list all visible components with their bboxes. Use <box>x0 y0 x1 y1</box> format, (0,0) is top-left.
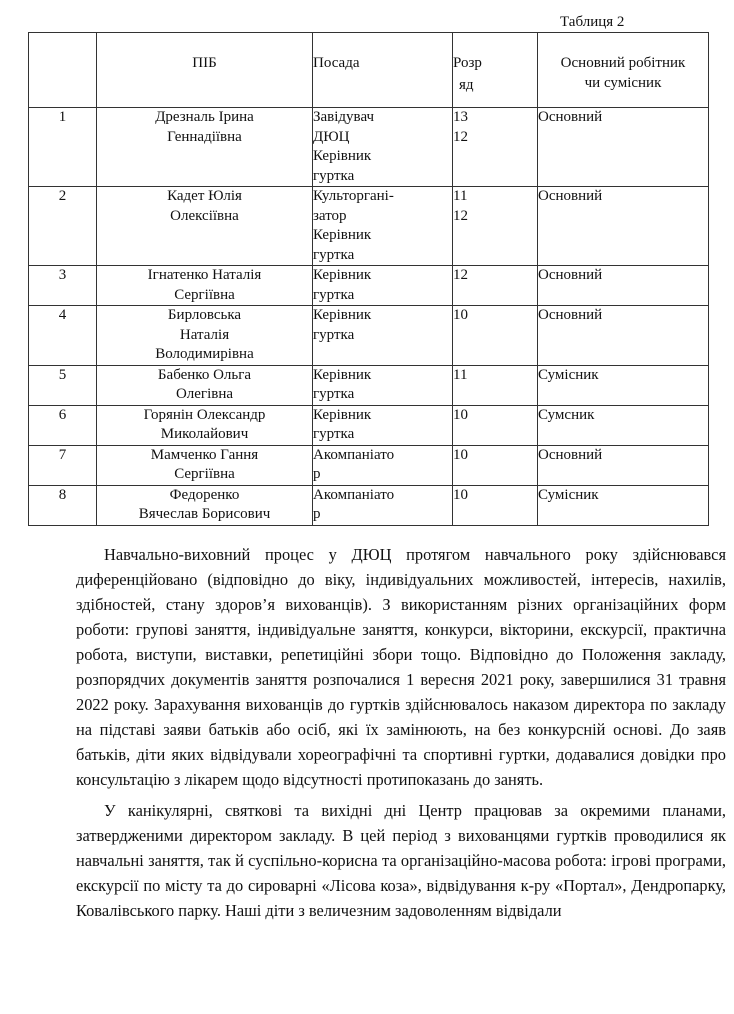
employee-name-line: Володимирівна <box>155 346 254 362</box>
employment-type: Основний <box>538 108 709 187</box>
employee-position <box>313 306 453 366</box>
employee-rank-line: 11 <box>453 188 468 204</box>
employee-rank-line: 12 <box>453 128 468 145</box>
employee-rank <box>453 445 538 485</box>
table-caption: Таблиця 2 <box>560 14 625 30</box>
table-row <box>29 405 709 445</box>
employee-name-line: Геннадіївна <box>167 128 242 145</box>
employee-position-line: р <box>313 466 321 482</box>
employee-rank-line: 13 <box>453 109 468 125</box>
employee-position-line: ДЮЦ <box>313 128 350 145</box>
employee-position-line: Керівник <box>313 267 372 283</box>
employment-type: Основний <box>538 306 709 366</box>
employee-name <box>97 485 313 525</box>
employee-rank-line: 10 <box>453 307 468 323</box>
employee-name-line: Сергіївна <box>174 466 235 482</box>
paragraph: У канікулярні, святкові та вихідні дні Центр працював за окремими планами, затвердженими директором закладу. В цей період з вихованцями гуртків проводилися як навчальні заняття, так й суспільно-корисна та організаційно-масова робота: ігрові програми, екскурсії по місту та до сироварні «Лісова коза», відвідування к-ру «Портал», Дендропарку, Ковалівського парку. Наші діти з величезним задоволенням відвідали <box>76 801 726 920</box>
row-number: 4 <box>29 306 97 366</box>
employee-name-line: Дрезналь Ірина <box>155 109 254 125</box>
employee-rank <box>453 108 538 187</box>
table-row <box>29 187 709 266</box>
employee-name <box>97 445 313 485</box>
employee-name-line: Бабенко Ольга <box>157 366 252 383</box>
employee-rank-line: 12 <box>453 267 468 283</box>
employee-position-line: р <box>313 506 321 522</box>
employee-rank <box>453 365 538 405</box>
employee-position-line: гуртка <box>313 246 355 263</box>
paragraph: Навчально-виховний процес у ДЮЦ протягом навчального року здійснювався диференційовано (відповідно до віку, індивідуальних можливостей, інтересів, нахилів, здібностей, стану здоров’я вихованців). З використанням різних організаційних форм роботи: групові заняття, індивідуальне заняття, конкурси, вікторини, екскурсії, практична робота, виступи, виставки, репетиційні збори тощо. Відповідно до Положення закладу, розпорядчих документів заняття розпочалися 1 вересня 2021 року, завершилися 31 травня 2022 року. Зарахування вихованців до гуртків здійснювалось наказом директора по закладу на підставі заяви батьків або осіб, які їх замінюють, на без конкурсній основі. До заяв батьків, діти яких відвідували хореографічні та спортивні гуртки, додавалися довідки про консультацію з лікарем щодо відсутності протипоказань до занять. <box>76 545 726 789</box>
employee-name <box>97 306 313 366</box>
staff-table <box>28 32 709 526</box>
employee-name-line: Федоренко <box>169 486 240 503</box>
employee-position-line: затор <box>313 207 347 224</box>
table-row <box>29 445 709 485</box>
employee-name-line: Олексіївна <box>170 207 239 224</box>
employee-position-line: гуртка <box>313 386 355 402</box>
employment-type: Сумісник <box>538 365 709 405</box>
employee-name-line: Наталія <box>179 326 230 343</box>
employee-rank-line: 11 <box>453 366 468 383</box>
employee-position-line: гуртка <box>313 326 355 343</box>
header-type <box>538 33 709 108</box>
employee-position-line: гуртка <box>313 167 355 184</box>
employee-position-line: Керівник <box>313 148 372 164</box>
table-row <box>29 365 709 405</box>
header-num <box>29 33 97 108</box>
table-row <box>29 108 709 187</box>
employment-type: Основний <box>538 266 709 306</box>
employee-name <box>97 405 313 445</box>
employment-type: Сумісник <box>538 485 709 525</box>
row-number: 3 <box>29 266 97 306</box>
employee-position <box>313 485 453 525</box>
employee-position-line: Керівник <box>313 307 372 323</box>
employment-type: Сумсник <box>538 405 709 445</box>
employee-name <box>97 187 313 266</box>
employee-rank-line: 10 <box>453 406 468 423</box>
employment-type: Основний <box>538 187 709 266</box>
employee-name-line: Ігнатенко Наталія <box>147 267 262 283</box>
employee-rank <box>453 405 538 445</box>
employee-name-line: Горянін Олександр <box>143 406 266 423</box>
employee-name-line: Вячеслав Борисович <box>138 506 271 522</box>
employee-position <box>313 365 453 405</box>
header-rank-line1: Розр <box>453 55 482 71</box>
employee-position-line: гуртка <box>313 286 355 303</box>
employee-position <box>313 187 453 266</box>
table-row <box>29 306 709 366</box>
employee-rank <box>453 485 538 525</box>
employee-position-line: Культоргані- <box>313 188 394 204</box>
header-rank-line2: яд <box>459 76 474 93</box>
row-number: 8 <box>29 485 97 525</box>
employee-position-line: Акомпаніато <box>313 446 395 463</box>
row-number: 2 <box>29 187 97 266</box>
row-number: 7 <box>29 445 97 485</box>
table-row <box>29 485 709 525</box>
employee-position-line: Керівник <box>313 366 372 383</box>
employee-position-line: Завідувач <box>313 109 375 125</box>
employee-name-line: Олегівна <box>175 386 234 402</box>
employee-name-line: Сергіївна <box>174 286 235 303</box>
row-number: 5 <box>29 365 97 405</box>
row-number: 6 <box>29 405 97 445</box>
employee-name <box>97 266 313 306</box>
row-number: 1 <box>29 108 97 187</box>
employee-position <box>313 405 453 445</box>
employee-name-line: Бирловська <box>167 307 242 323</box>
employee-rank-line: 10 <box>453 446 468 463</box>
employee-name <box>97 108 313 187</box>
employee-position-line: Акомпаніато <box>313 486 395 503</box>
employee-position <box>313 108 453 187</box>
header-type-line1: Основний робітник <box>560 55 686 71</box>
employee-name-line: Кадет Юлія <box>167 188 242 204</box>
employee-position-line: гуртка <box>313 426 355 442</box>
header-position: Посада <box>313 33 453 108</box>
employee-position <box>313 266 453 306</box>
employee-name <box>97 365 313 405</box>
employment-type: Основний <box>538 445 709 485</box>
employee-name-line: Мамченко Гання <box>150 446 259 463</box>
employee-position-line: Керівник <box>313 406 372 423</box>
table-row <box>29 266 709 306</box>
employee-rank-line: 10 <box>453 486 468 503</box>
employee-position <box>313 445 453 485</box>
employee-rank <box>453 266 538 306</box>
table-header-row <box>29 33 709 108</box>
header-name: ПІБ <box>97 33 313 108</box>
employee-rank <box>453 187 538 266</box>
employee-position-line: Керівник <box>313 227 372 243</box>
table-body <box>29 108 709 526</box>
employee-rank-line: 12 <box>453 207 468 224</box>
body-text <box>76 542 726 923</box>
employee-name-line: Миколайович <box>160 426 249 442</box>
employee-rank <box>453 306 538 366</box>
header-rank <box>453 33 538 108</box>
header-type-line2: чи сумісник <box>584 74 662 91</box>
